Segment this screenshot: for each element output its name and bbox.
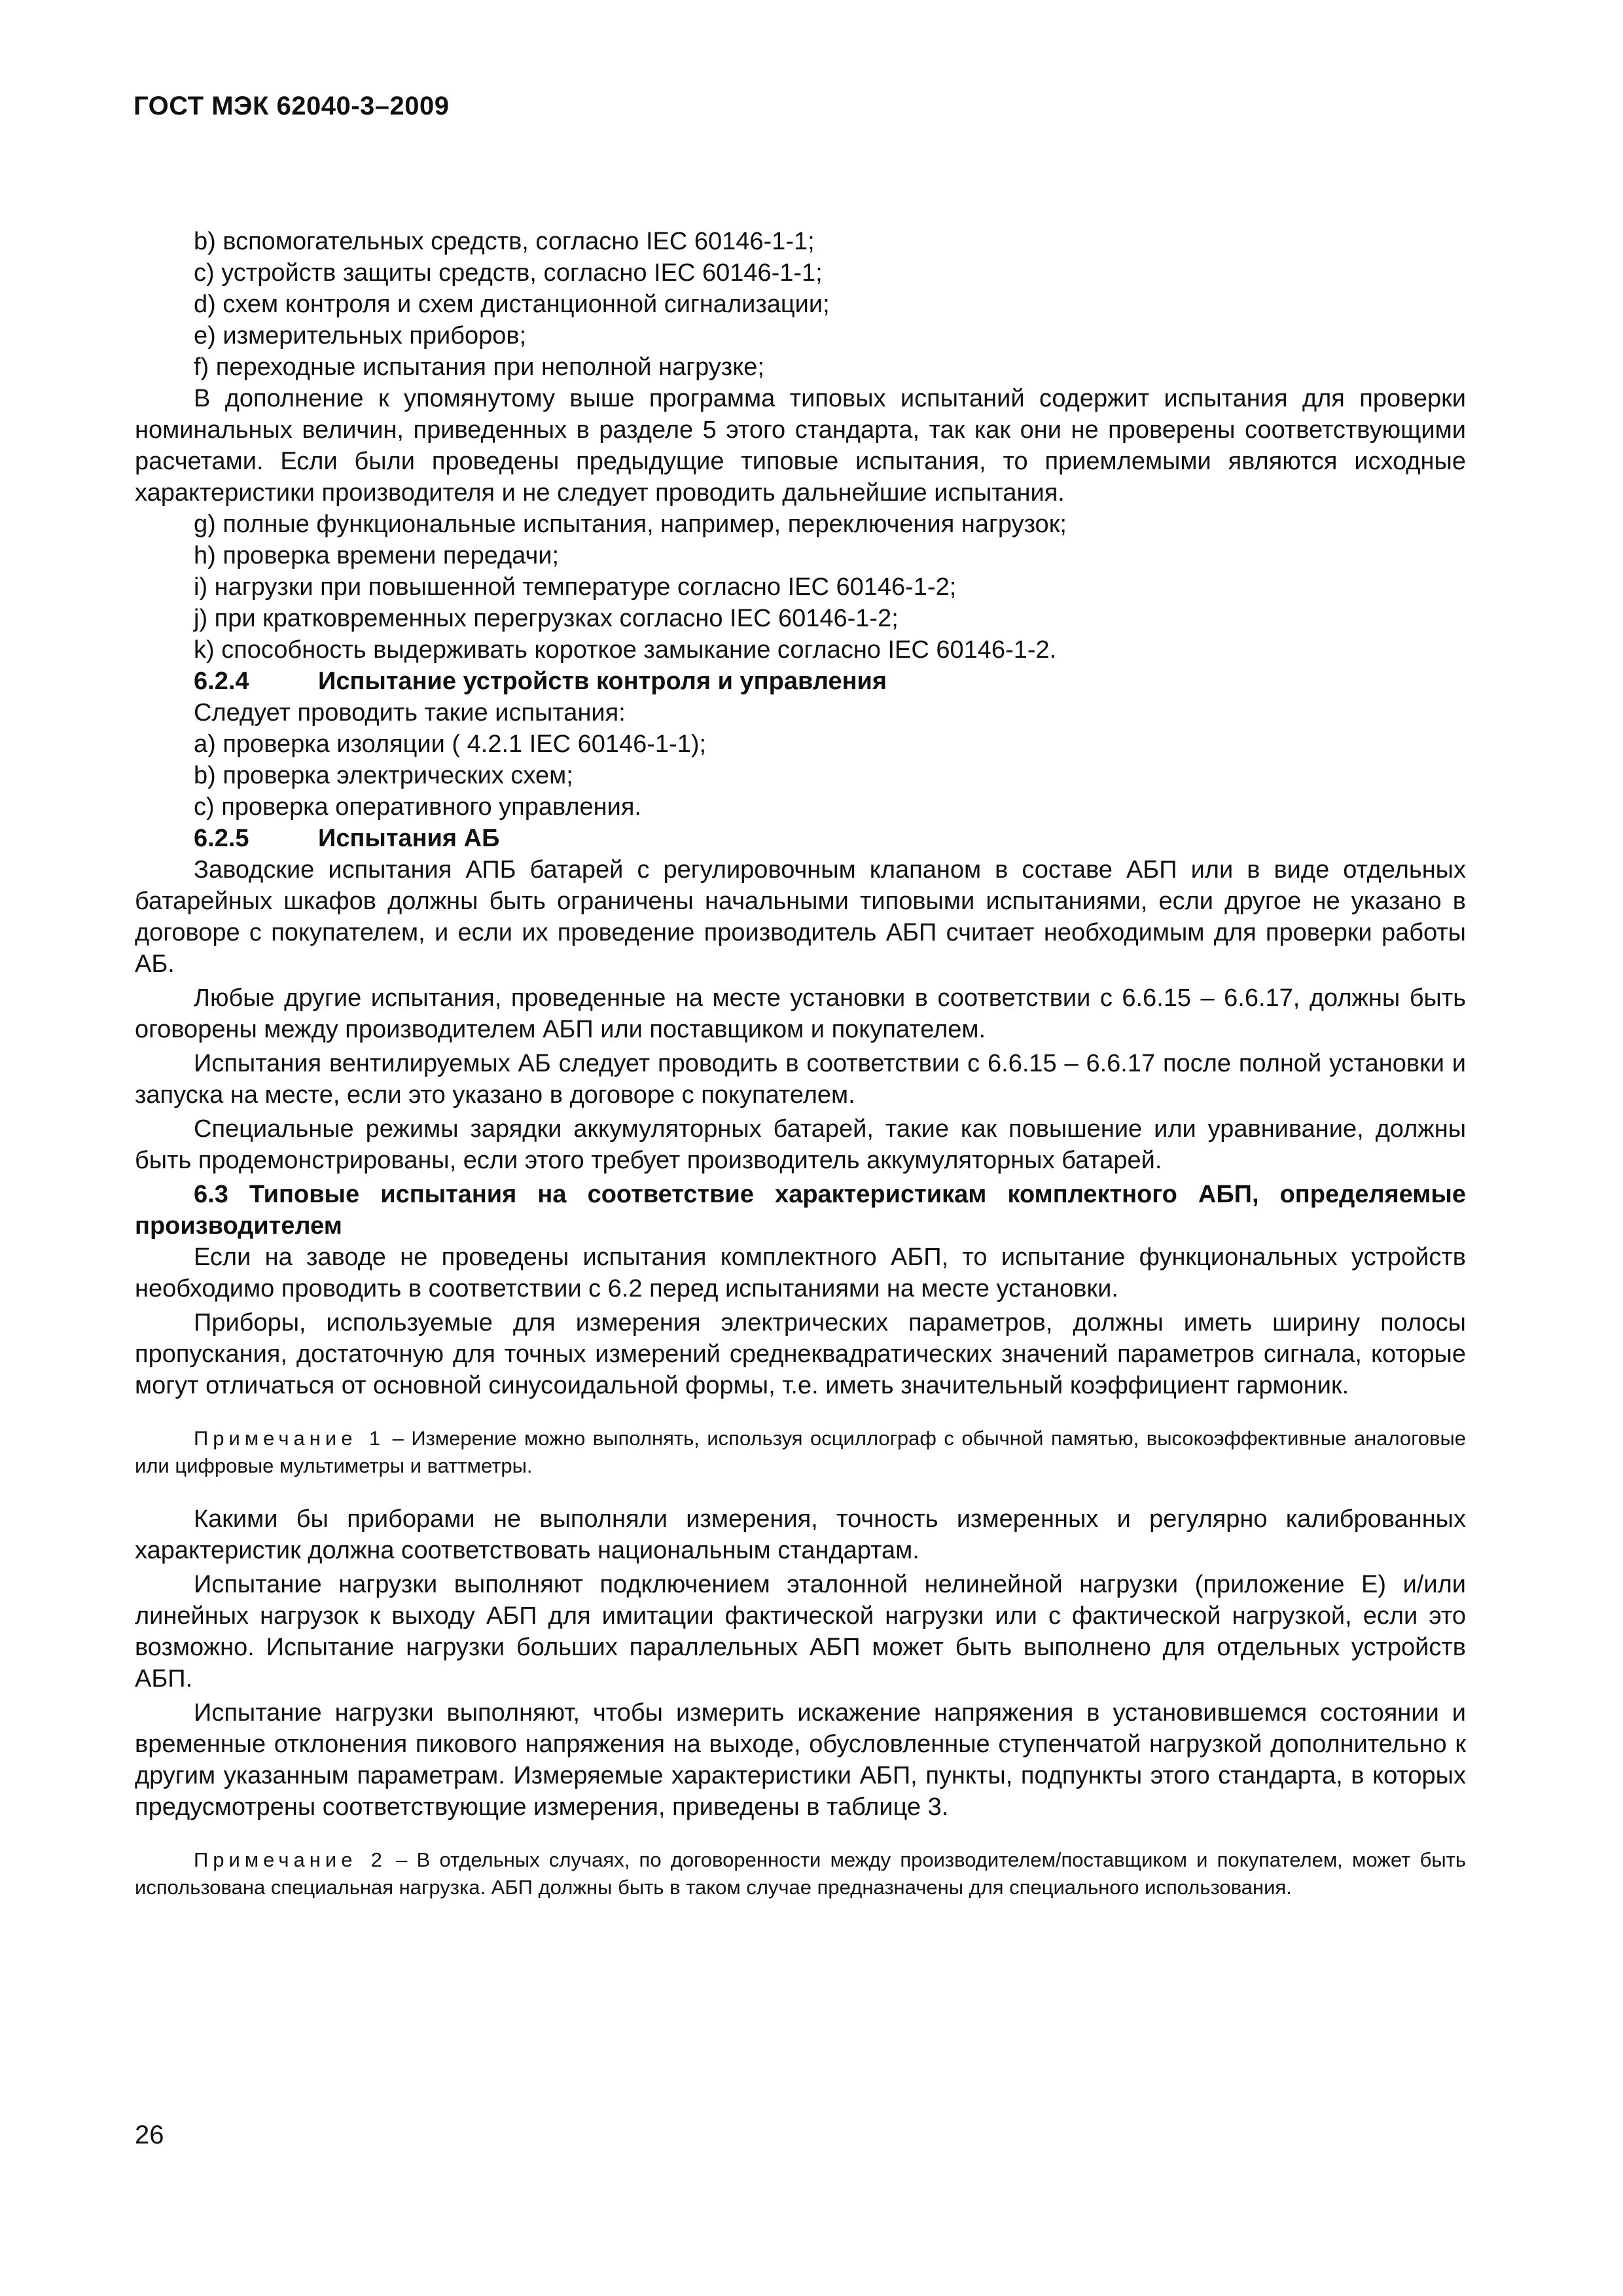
list-item-c: c) проверка оперативного управления. xyxy=(194,793,641,821)
section-title: Испытание устройств контроля и управления xyxy=(318,668,887,695)
list-item-d: d) схем контроля и схем дистанционной сигнализации; xyxy=(194,291,830,318)
paragraph: Испытание нагрузки выполняют, чтобы измерить искажение напряжения в установившемся состоянии и временные отклонения пикового напряжения на выходе, обусловленные ступенчатой нагрузкой дополнительно к другим указанным параметрам. Измеряемые характеристики АБП, пункты, подпункты этого стандарта, в которых предусмотрены соответствующие измерения, приведены в таблице 3. xyxy=(135,1699,1466,1821)
section-number: 6.3 xyxy=(194,1181,228,1208)
list-item-g: g) полные функциональные испытания, например, переключения нагрузок; xyxy=(194,511,1067,538)
note-1 xyxy=(135,1425,1466,1480)
list-item-a: a) проверка изоляции ( 4.2.1 IEC 60146-1-1); xyxy=(194,730,707,758)
paragraph: Заводские испытания АПБ батарей с регулировочным клапаном в составе АБП или в виде отдельных батарейных шкафов должны быть ограничены начальными типовыми испытаниями, если другое не указано в договоре с покупателем, и если их проведение производитель АБП считает необходимым для проверки работы АБ. xyxy=(135,856,1466,978)
list-item-f: f) переходные испытания при неполной нагрузке; xyxy=(194,353,764,381)
paragraph: Если на заводе не проведены испытания комплектного АБП, то испытание функциональных устройств необходимо проводить в соответствии с 6.2 перед испытаниями на месте установки. xyxy=(135,1244,1466,1302)
note-text: – В отдельных случаях, по договоренности между производителем/поставщиком и покупателем, может быть использована специальная нагрузка. АБП должны быть в таком случае предназначены для специального использования. xyxy=(135,1848,1466,1899)
paragraph: Специальные режимы зарядки аккумуляторных батарей, такие как повышение или уравнивание, должны быть продемонстрированы, если этого требует производитель аккумуляторных батарей. xyxy=(135,1115,1466,1174)
note-label: Примечание 1 xyxy=(194,1427,385,1450)
section-heading-6-2-4 xyxy=(135,666,1466,697)
list-item-b: b) проверка электрических схем; xyxy=(194,762,573,789)
section-title: Испытания АБ xyxy=(318,825,500,852)
paragraph: Испытание нагрузки выполняют подключением эталонной нелинейной нагрузки (приложение Е) и/или линейных нагрузок к выходу АБП для имитации фактической нагрузки или с фактической нагрузкой, если это возможно. Испытание нагрузки больших параллельных АБП может быть выполнено для отдельных устройств АБП. xyxy=(135,1571,1466,1693)
document-header: ГОСТ МЭК 62040-3–2009 xyxy=(134,92,450,120)
paragraph: Любые другие испытания, проведенные на месте установки в соответствии с 6.6.15 – 6.6.17, должны быть оговорены между производителем АБП или поставщиком и покупателем. xyxy=(135,984,1466,1043)
list-item-e: e) измерительных приборов; xyxy=(194,322,527,350)
section-heading-6-2-5 xyxy=(135,823,1466,854)
list-item-h: h) проверка времени передачи; xyxy=(194,542,560,569)
document-body xyxy=(135,226,1466,1901)
section-title: Типовые испытания на соответствие характеристикам комплектного АБП, определяемые производителем xyxy=(135,1181,1467,1240)
list-item-c: c) устройств защиты средств, согласно IEC 60146-1-1; xyxy=(194,259,823,287)
paragraph: Какими бы приборами не выполняли измерения, точность измеренных и регулярно калиброванных характеристик должна соответствовать национальным стандартам. xyxy=(135,1505,1466,1564)
page-number: 26 xyxy=(135,2121,164,2149)
note-text: – Измерение можно выполнять, используя осциллограф с обычной памятью, высокоэффективные аналоговые или цифровые мультиметры и ваттметры. xyxy=(135,1427,1466,1477)
section-number: 6.2.4 xyxy=(194,668,249,695)
section-heading-6-3 xyxy=(135,1179,1466,1242)
section-number: 6.2.5 xyxy=(194,825,249,852)
paragraph: Приборы, используемые для измерения электрических параметров, должны иметь ширину полосы пропускания, достаточную для точных измерений среднеквадратических значений параметров сигнала, которые могут отличаться от основной синусоидальной формы, т.е. иметь значительный коэффициент гармоник. xyxy=(135,1309,1466,1399)
list-item-j: j) при кратковременных перегрузках согласно IEC 60146-1-2; xyxy=(194,605,899,632)
list-item-k: k) способность выдерживать короткое замыкание согласно IEC 60146-1-2. xyxy=(194,636,1057,664)
list-item-b: b) вспомогательных средств, согласно IEC 60146-1-1; xyxy=(194,228,815,255)
note-2 xyxy=(135,1846,1466,1901)
list-item-i: i) нагрузки при повышенной температуре согласно IEC 60146-1-2; xyxy=(194,573,957,601)
note-label: Примечание 2 xyxy=(194,1848,387,1871)
paragraph-addition: В дополнение к упомянутому выше программа типовых испытаний содержит испытания для проверки номинальных величин, приведенных в разделе 5 этого стандарта, так как они не проверены соответствующими расчетами. Если были проведены предыдущие типовые испытания, то приемлемыми являются исходные характеристики производителя и не следует проводить дальнейшие испытания. xyxy=(135,385,1466,507)
paragraph: Испытания вентилируемых АБ следует проводить в соответствии с 6.6.15 – 6.6.17 после полной установки и запуска на месте, если это указано в договоре с покупателем. xyxy=(135,1050,1466,1109)
section-intro: Следует проводить такие испытания: xyxy=(194,699,626,726)
